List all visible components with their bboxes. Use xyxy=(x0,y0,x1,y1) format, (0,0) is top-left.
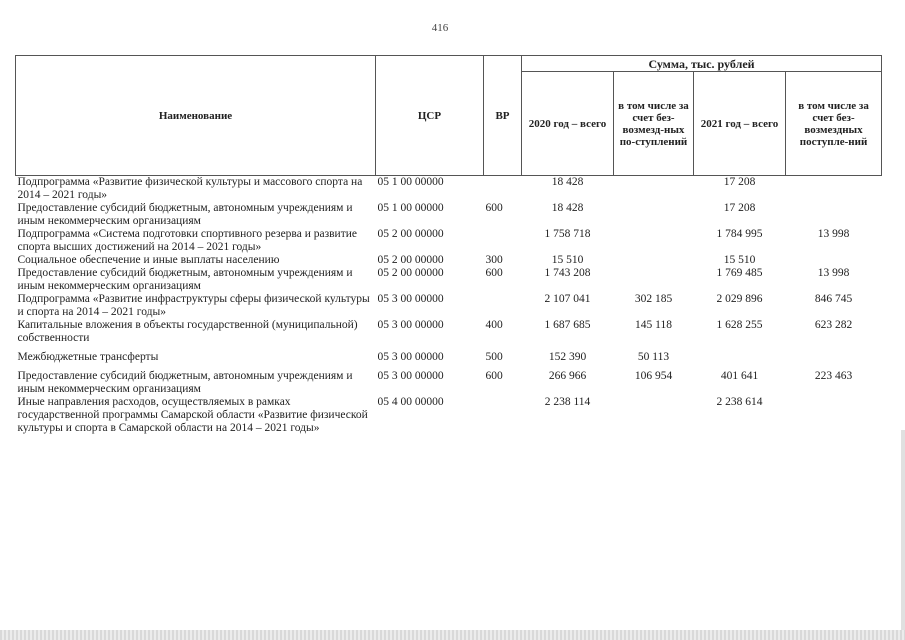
row-2021-free: 13 998 xyxy=(817,267,850,279)
row-2021-free xyxy=(786,396,882,435)
row-vr xyxy=(484,228,522,254)
row-name: Предоставление субсидий бюджетным, автономным учреждениям и иным некоммерческим организациям xyxy=(17,267,353,292)
table-row xyxy=(16,319,882,345)
header-2021-free: в том числе за счет без-возмездных поступле-ний xyxy=(786,72,882,176)
row-2021-free: 13 998 xyxy=(817,228,850,240)
header-sum-group: Сумма, тыс. рублей xyxy=(522,56,882,72)
table-row xyxy=(16,254,882,267)
row-2021-total: 17 208 xyxy=(723,176,756,188)
row-2021-free xyxy=(786,345,882,364)
scan-edge xyxy=(901,430,905,630)
row-2020-free: 50 113 xyxy=(637,351,670,363)
row-csr: 05 2 00 00000 xyxy=(377,267,444,279)
row-csr: 05 2 00 00000 xyxy=(377,228,444,240)
table-row xyxy=(16,228,882,254)
row-2021-total: 17 208 xyxy=(723,202,756,214)
row-vr: 400 xyxy=(485,319,503,331)
row-csr: 05 3 00 00000 xyxy=(377,351,444,363)
row-2020-total: 1 758 718 xyxy=(544,228,591,240)
row-name: Предоставление субсидий бюджетным, автономным учреждениям и иным некоммерческим организациям xyxy=(17,370,353,395)
row-vr xyxy=(484,176,522,203)
table-body xyxy=(16,176,882,436)
row-name: Предоставление субсидий бюджетным, автономным учреждениям и иным некоммерческим организациям xyxy=(17,202,353,227)
row-vr: 600 xyxy=(485,370,503,382)
row-csr: 05 3 00 00000 xyxy=(377,293,444,305)
table-row xyxy=(16,267,882,293)
row-2020-total: 2 238 114 xyxy=(544,396,591,408)
row-2021-free xyxy=(786,176,882,203)
row-2021-free xyxy=(786,254,882,267)
row-2021-total: 2 238 614 xyxy=(716,396,763,408)
row-2021-total: 1 769 485 xyxy=(716,267,763,279)
page-number: 416 xyxy=(431,22,449,34)
row-2020-free xyxy=(614,202,694,228)
row-2021-free: 623 282 xyxy=(814,319,853,331)
table-row xyxy=(16,364,882,396)
header-name: Наименование xyxy=(16,56,376,176)
row-vr xyxy=(484,293,522,319)
row-2020-total: 18 428 xyxy=(551,176,584,188)
row-vr: 600 xyxy=(485,267,503,279)
table-row xyxy=(16,176,882,203)
row-2021-free xyxy=(786,202,882,228)
row-2021-total: 1 784 995 xyxy=(716,228,763,240)
header-vr: ВР xyxy=(484,56,522,176)
table-row xyxy=(16,293,882,319)
row-csr: 05 1 00 00000 xyxy=(377,202,444,214)
table-row xyxy=(16,202,882,228)
table-row xyxy=(16,345,882,364)
budget-table xyxy=(15,55,882,435)
header-csr: ЦСР xyxy=(376,56,484,176)
row-2021-free: 223 463 xyxy=(814,370,853,382)
row-2021-total: 15 510 xyxy=(723,254,756,266)
row-name: Подпрограмма «Система подготовки спортивного резерва и развитие спорта высших достижений на 2014 – 2021 годы» xyxy=(17,228,357,253)
table-header xyxy=(16,56,882,176)
row-2020-total: 15 510 xyxy=(551,254,584,266)
row-csr: 05 4 00 00000 xyxy=(377,396,444,408)
row-2020-total: 266 966 xyxy=(548,370,587,382)
row-2021-total: 2 029 896 xyxy=(716,293,763,305)
row-name: Подпрограмма «Развитие физической культуры и массового спорта на 2014 – 2021 годы» xyxy=(17,176,363,201)
row-2020-total: 152 390 xyxy=(548,351,587,363)
row-name: Подпрограмма «Развитие инфраструктуры сферы физической культуры и спорта на 2014 – 2021 годы» xyxy=(17,293,370,318)
row-csr: 05 1 00 00000 xyxy=(377,176,444,188)
row-2021-free: 846 745 xyxy=(814,293,853,305)
row-2021-total xyxy=(694,345,786,364)
row-2020-total: 2 107 041 xyxy=(544,293,591,305)
row-vr: 500 xyxy=(485,351,503,363)
row-2021-total: 401 641 xyxy=(720,370,759,382)
row-2020-free xyxy=(614,254,694,267)
header-2020-total: 2020 год – всего xyxy=(522,72,614,176)
row-2020-total: 1 743 208 xyxy=(544,267,591,279)
row-vr xyxy=(484,396,522,435)
row-vr: 300 xyxy=(485,254,503,266)
header-2020-free: в том числе за счет без-возмезд-ных по-ступлений xyxy=(614,72,694,176)
row-name: Капитальные вложения в объекты государственной (муниципальной) собственности xyxy=(17,319,358,344)
row-2020-free xyxy=(614,176,694,203)
row-csr: 05 3 00 00000 xyxy=(377,319,444,331)
row-name: Иные направления расходов, осуществляемых в рамках государственной программы Самарской области «Развитие физической культуры и спорта в Самарской области на 2014 – 2021 годы» xyxy=(17,396,368,434)
row-2020-total: 18 428 xyxy=(551,202,584,214)
row-name: Социальное обеспечение и иные выплаты населению xyxy=(17,254,280,266)
row-2020-free xyxy=(614,267,694,293)
row-2020-free xyxy=(614,228,694,254)
row-name: Межбюджетные трансферты xyxy=(17,351,159,363)
row-2020-free: 302 185 xyxy=(634,293,673,305)
row-csr: 05 2 00 00000 xyxy=(377,254,444,266)
row-2020-total: 1 687 685 xyxy=(544,319,591,331)
row-2021-total: 1 628 255 xyxy=(716,319,763,331)
row-2020-free: 106 954 xyxy=(634,370,673,382)
row-2020-free xyxy=(614,396,694,435)
row-vr: 600 xyxy=(485,202,503,214)
row-2020-free: 145 118 xyxy=(635,319,672,331)
row-csr: 05 3 00 00000 xyxy=(377,370,444,382)
header-2021-total: 2021 год – всего xyxy=(694,72,786,176)
scan-bottom-edge xyxy=(0,630,905,640)
table-row xyxy=(16,396,882,435)
